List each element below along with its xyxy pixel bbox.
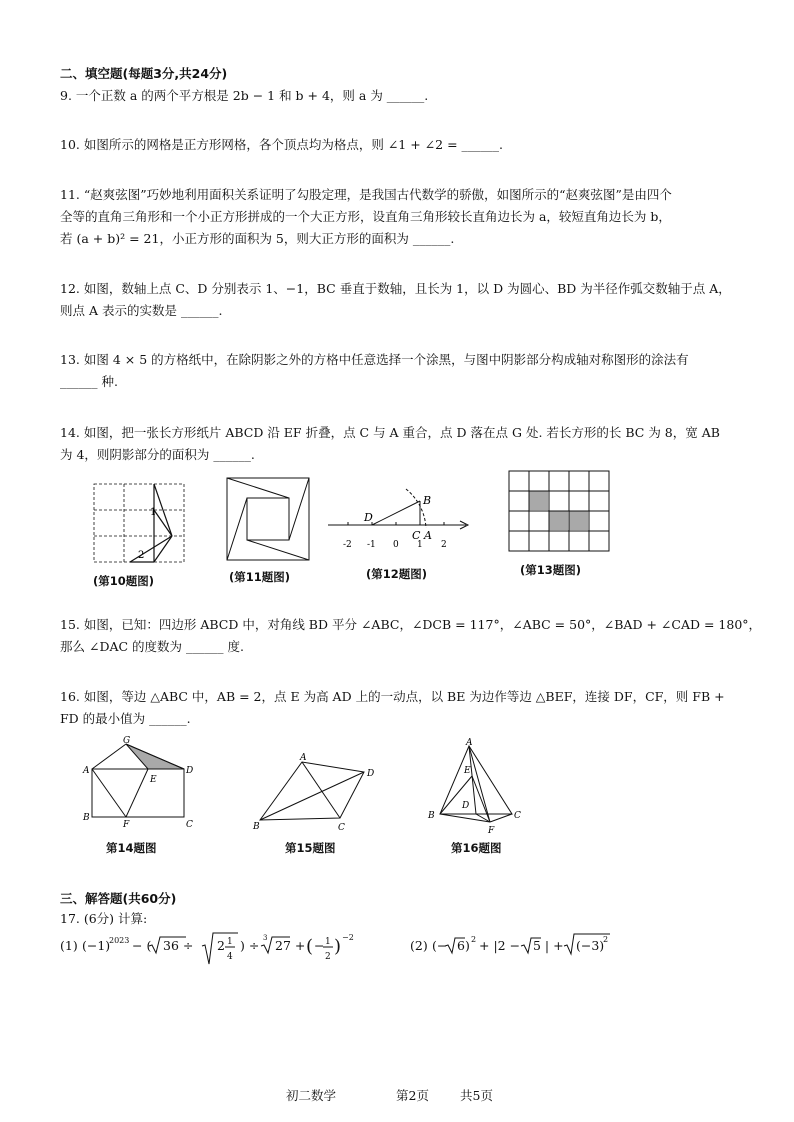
q17-part1-exponent: 2023 — [109, 936, 130, 945]
svg-text:): ) — [334, 936, 342, 957]
fig16-label-A: A — [466, 738, 473, 748]
svg-text:6): 6) — [457, 938, 470, 953]
fig14-label-C: C — [186, 820, 193, 830]
q17-part1-label: (1) — [60, 938, 78, 953]
question-17-header: 17. (6分) 计算: — [60, 911, 148, 926]
svg-text:(−3): (−3) — [576, 938, 605, 953]
fig12-label-D: D — [364, 511, 373, 524]
svg-text:36 ÷: 36 ÷ — [163, 938, 194, 953]
fig14-label-D: D — [186, 766, 194, 776]
svg-text:27 +: 27 + — [275, 938, 306, 953]
svg-text:) ÷: ) ÷ — [240, 938, 260, 953]
fig16-label-F: F — [488, 826, 495, 836]
fig12-tick-2: 2 — [441, 540, 447, 550]
fig14-label-E: E — [150, 775, 157, 785]
figure-12-number-line — [326, 482, 476, 554]
fig15-label-C: C — [338, 823, 345, 833]
question-16-line-2: FD 的最小值为 ______. — [60, 711, 191, 726]
question-14-line-2: 为 4，则阴影部分的面积为 ______. — [60, 447, 255, 462]
fig12-tick-0: 0 — [393, 540, 399, 550]
fig16-label-B: B — [428, 811, 435, 821]
figure-14-folded-rectangle — [80, 736, 200, 830]
figure-10-caption: (第10题图) — [93, 574, 155, 588]
fig16-label-D: D — [462, 801, 470, 811]
figure-11-zhao-shuang — [225, 476, 311, 562]
fig15-label-A: A — [300, 753, 307, 763]
svg-text:2: 2 — [217, 938, 225, 953]
svg-text:−2: −2 — [342, 933, 354, 942]
fig13-shaded-cell-3 — [569, 511, 588, 530]
svg-text:5 | +: 5 | + — [533, 938, 564, 953]
question-9: 9. 一个正数 a 的两个平方根是 2b − 1 和 b + 4，则 a 为 ______. — [60, 88, 429, 103]
question-13-line-2: ______ 种. — [60, 374, 118, 389]
svg-text:(: ( — [306, 936, 314, 957]
figure-16-caption: 第16题图 — [451, 841, 502, 855]
fig14-label-B: B — [83, 813, 90, 823]
q17-part2-label: (2) — [410, 938, 428, 953]
question-17-part-1-expression — [60, 926, 380, 970]
svg-text:− (: − ( — [132, 938, 152, 953]
footer-subject: 初二数学 — [286, 1088, 337, 1103]
svg-text:1: 1 — [227, 937, 233, 947]
fig14-label-G: G — [123, 736, 131, 746]
svg-text:2: 2 — [471, 935, 477, 944]
figure-13-caption: (第13题图) — [520, 563, 582, 577]
question-11-line-1: 11. “赵爽弦图”巧妙地利用面积关系证明了勾股定理，是我国古代数学的骄傲，如图所示的“赵爽弦图”是由四个 — [60, 187, 672, 202]
question-11-line-2: 全等的直角三角形和一个小正方形拼成的一个大正方形，设直角三角形较长直角边长为 a，较短直角边长为 b， — [60, 209, 671, 224]
question-17-part-2-expression — [410, 926, 620, 970]
fig14-label-A: A — [83, 766, 90, 776]
question-15-line-2: 那么 ∠DAC 的度数为 ______ 度. — [60, 639, 244, 654]
footer-page-number: 第2页 — [396, 1088, 429, 1103]
fig16-label-E: E — [464, 766, 471, 776]
svg-text:(−1): (−1) — [82, 938, 111, 953]
fig13-shaded-cell-1 — [529, 491, 548, 510]
question-16-line-1: 16. 如图，等边 △ABC 中，AB = 2，点 E 为高 AD 上的一动点，以 BE 为边作等边 △BEF，连接 DF，CF，则 FB + — [60, 689, 725, 704]
fig14-label-F: F — [123, 820, 130, 830]
figure-10-grid — [92, 482, 188, 566]
svg-text:−: − — [314, 938, 325, 953]
figure-11-caption: (第11题图) — [229, 570, 291, 584]
figure-15-caption: 第15题图 — [285, 841, 336, 855]
svg-text:2: 2 — [325, 952, 331, 962]
question-10: 10. 如图所示的网格是正方形网格，各个顶点均为格点，则 ∠1 + ∠2 = ______. — [60, 137, 503, 152]
fig12-label-C: C — [412, 529, 421, 542]
fig12-tick-minus-2: -2 — [343, 540, 352, 550]
fig15-label-B: B — [253, 822, 260, 832]
fig12-tick-minus-1: -1 — [367, 540, 376, 550]
footer-total-pages: 共5页 — [460, 1088, 493, 1103]
svg-text:1: 1 — [325, 937, 331, 947]
section-3-title: 三、解答题(共60分) — [60, 891, 177, 906]
fig12-tick-1: 1 — [417, 540, 423, 550]
fig16-label-C: C — [514, 811, 521, 821]
fig10-angle-2-label: 2 — [138, 550, 145, 561]
question-12-line-1: 12. 如图，数轴上点 C、D 分别表示 1、−1，BC 垂直于数轴，且长为 1，以 D 为圆心、BD 为半径作弧交数轴于点 A， — [60, 281, 731, 296]
svg-text:(−: (− — [432, 938, 448, 953]
svg-text:4: 4 — [227, 952, 233, 962]
fig12-label-B: B — [423, 494, 432, 507]
figure-14-caption: 第14题图 — [106, 841, 157, 855]
question-15-line-1: 15. 如图，已知：四边形 ABCD 中，对角线 BD 平分 ∠ABC，∠DCB = 117°，∠ABC = 50°，∠BAD + ∠CAD = 180°， — [60, 617, 762, 632]
fig10-angle-1-label: 1 — [150, 507, 157, 518]
question-13-line-1: 13. 如图 4 × 5 的方格纸中，在除阴影之外的方格中任意选择一个涂黑，与图中阴影部分构成轴对称图形的涂法有 — [60, 352, 689, 367]
figure-15-quadrilateral — [250, 750, 386, 834]
fig12-label-A: A — [424, 529, 432, 542]
figure-16-equilateral-triangle — [424, 736, 524, 838]
figure-13-grid — [508, 470, 610, 552]
question-14-line-1: 14. 如图，把一张长方形纸片 ABCD 沿 EF 折叠，点 C 与 A 重合，点 D 落在点 G 处. 若长方形的长 BC 为 8，宽 AB — [60, 425, 720, 440]
fig15-label-D: D — [367, 769, 375, 779]
svg-text:3: 3 — [263, 934, 268, 942]
svg-text:2: 2 — [603, 935, 609, 944]
section-2-title: 二、填空题(每题3分,共24分) — [60, 66, 228, 81]
question-11-line-3: 若 (a + b)² = 21，小正方形的面积为 5，则大正方形的面积为 ______. — [60, 231, 455, 246]
figure-12-caption: (第12题图) — [366, 567, 428, 581]
fig13-shaded-cell-2 — [549, 511, 568, 530]
question-12-line-2: 则点 A 表示的实数是 ______. — [60, 303, 223, 318]
svg-text:+ |2 −: + |2 − — [479, 938, 521, 953]
